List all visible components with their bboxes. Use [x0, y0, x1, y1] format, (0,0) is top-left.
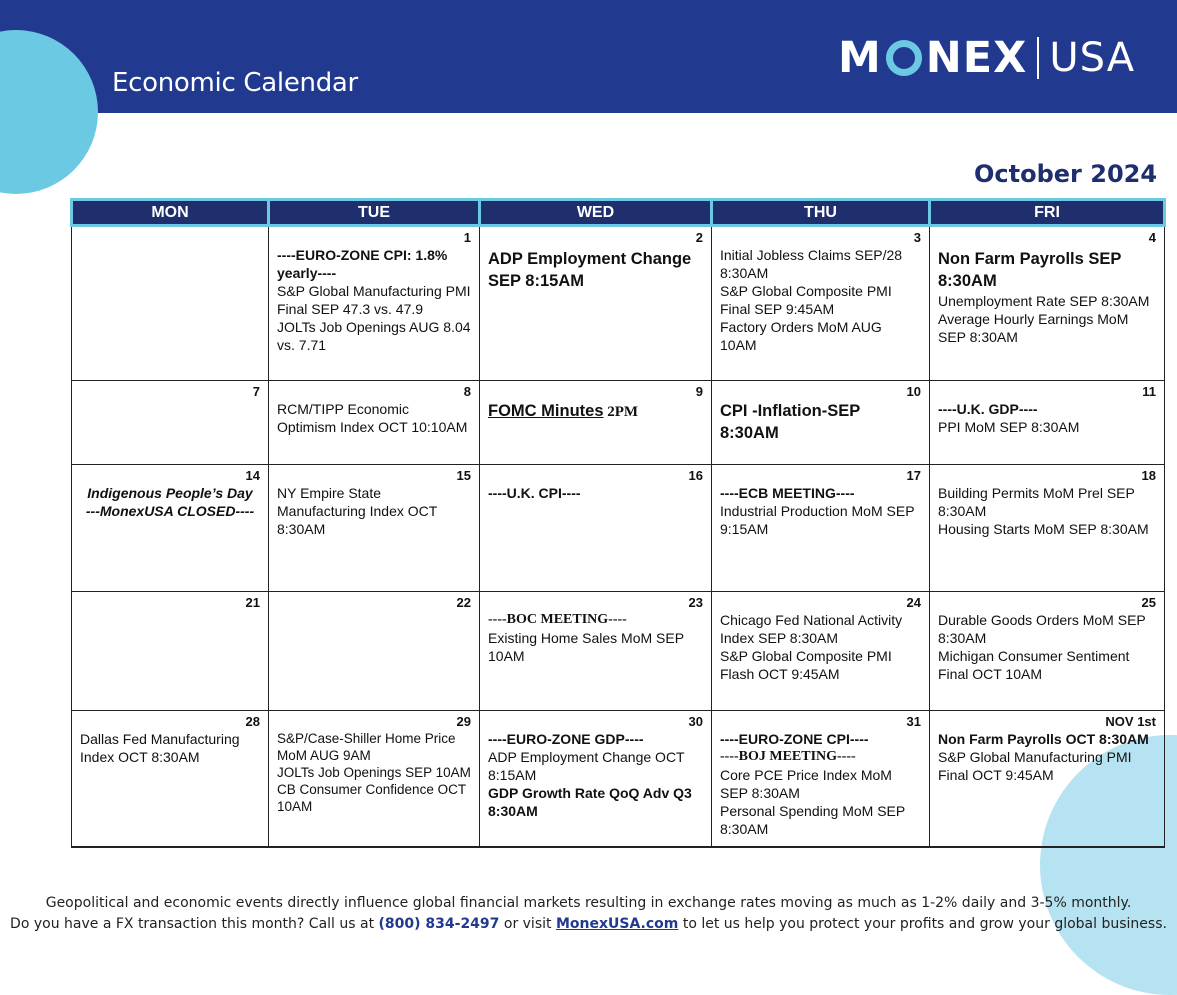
day-cell — [930, 226, 1165, 381]
event-text: ----BOJ MEETING---- — [720, 749, 856, 764]
day-cell — [930, 381, 1165, 465]
day-cell — [72, 381, 269, 465]
page-title: Economic Calendar — [112, 68, 358, 98]
weekday-header-mon: MON — [72, 200, 269, 226]
event-text: S&P Global Composite PMI Flash OCT 9:45AM — [720, 648, 892, 682]
day-cell — [712, 465, 930, 592]
event-text: ----U.K. GDP---- — [938, 401, 1038, 417]
footer-line-2 — [0, 914, 1177, 935]
footer-line-1: Geopolitical and economic events directly influence global financial markets resulting in exchange rates moving as much as 1-2% daily and 3-5% monthly. — [45, 895, 1132, 911]
logo-text-left: M — [838, 33, 882, 83]
logo-text-right: NEX — [925, 33, 1028, 83]
day-cell — [480, 465, 712, 592]
day-cell — [480, 381, 712, 465]
event-text: S&P/Case-Shiller Home Price MoM AUG 9AM — [277, 731, 456, 763]
website-link[interactable]: MonexUSA.com — [555, 916, 679, 932]
event-text: S&P Global Composite PMI Final SEP 9:45AM — [720, 283, 892, 317]
day-number: 30 — [688, 714, 703, 729]
day-number: 9 — [695, 384, 703, 399]
day-number: 1 — [463, 230, 471, 245]
logo-circle-icon — [886, 40, 922, 76]
week-row — [72, 592, 1165, 711]
weekday-header-wed: WED — [480, 200, 712, 226]
day-cell — [269, 711, 480, 847]
day-cell — [480, 711, 712, 847]
event-text: Average Hourly Earnings MoM SEP 8:30AM — [938, 311, 1129, 345]
day-number: 8 — [463, 384, 471, 399]
day-number — [80, 230, 260, 246]
logo-usa-text: USA — [1049, 35, 1136, 81]
event-text: S&P Global Manufacturing PMI Final SEP 47.3 vs. 47.9 — [277, 283, 471, 317]
day-number: 17 — [906, 468, 921, 483]
monex-usa-logo — [838, 34, 1135, 82]
day-number: 16 — [688, 468, 703, 483]
month-title: October 2024 — [974, 160, 1158, 188]
week-row — [72, 381, 1165, 465]
event-text: Michigan Consumer Sentiment Final OCT 10AM — [938, 648, 1130, 682]
calendar-body — [72, 226, 1165, 847]
day-cell — [269, 381, 480, 465]
event-text: ----EURO-ZONE GDP---- — [488, 731, 644, 747]
calendar-table — [70, 198, 1166, 848]
event-text: Unemployment Rate SEP 8:30AM — [938, 293, 1150, 309]
event-text: JOLTs Job Openings SEP 10AM — [277, 765, 471, 780]
day-cell — [712, 381, 930, 465]
day-number: 31 — [906, 714, 921, 729]
event-text — [488, 400, 703, 423]
day-number: 22 — [456, 595, 471, 610]
week-row — [72, 226, 1165, 381]
day-cell — [269, 592, 480, 711]
event-text: RCM/TIPP Economic Optimism Index OCT 10:10AM — [277, 401, 468, 435]
day-cell — [72, 465, 269, 592]
day-number: NOV 1st — [1105, 714, 1156, 729]
footer-text-a: Do you have a FX transaction this month? Call us at — [10, 916, 379, 932]
week-row — [72, 465, 1165, 592]
day-cell — [930, 465, 1165, 592]
day-cell — [712, 226, 930, 381]
day-number: 28 — [245, 714, 260, 729]
event-text: Non Farm Payrolls SEP 8:30AM — [938, 250, 1122, 290]
footer-text-b: or visit — [499, 916, 556, 932]
day-cell — [72, 711, 269, 847]
day-cell — [930, 711, 1165, 847]
event-text: Personal Spending MoM SEP 8:30AM — [720, 803, 905, 837]
day-cell — [72, 592, 269, 711]
logo-wordmark — [838, 33, 1027, 83]
weekday-header-thu: THU — [712, 200, 930, 226]
day-number: 4 — [1148, 230, 1156, 245]
event-text: ADP Employment Change OCT 8:15AM — [488, 749, 685, 783]
event-text: Building Permits MoM Prel SEP 8:30AM — [938, 485, 1135, 519]
day-number: 3 — [913, 230, 921, 245]
footer — [0, 893, 1177, 935]
day-number: 23 — [688, 595, 703, 610]
day-cell — [269, 226, 480, 381]
day-cell — [72, 226, 269, 381]
day-number: 29 — [456, 714, 471, 729]
event-text: CB Consumer Confidence OCT 10AM — [277, 782, 466, 814]
event-text: GDP Growth Rate QoQ Adv Q3 8:30AM — [488, 785, 692, 819]
event-text: ----U.K. CPI---- — [488, 485, 581, 501]
event-text: Core PCE Price Index MoM SEP 8:30AM — [720, 767, 892, 801]
event-text: CPI -Inflation-SEP 8:30AM — [720, 402, 860, 442]
event-text: ----BOC MEETING---- — [488, 612, 627, 627]
weekday-header-tue: TUE — [269, 200, 480, 226]
weekday-header-row — [72, 200, 1165, 226]
event-text: Initial Jobless Claims SEP/28 8:30AM — [720, 247, 903, 281]
event-text: Housing Starts MoM SEP 8:30AM — [938, 521, 1149, 537]
event-time: 2PM — [603, 404, 639, 420]
weekday-header-fri: FRI — [930, 200, 1165, 226]
logo-divider — [1037, 37, 1039, 79]
day-cell — [712, 711, 930, 847]
day-number: 25 — [1141, 595, 1156, 610]
event-text: NY Empire State Manufacturing Index OCT 8:30AM — [277, 485, 438, 537]
event-text: Factory Orders MoM AUG 10AM — [720, 319, 882, 353]
event-text: ---MonexUSA CLOSED---- — [85, 503, 255, 519]
footer-text-c: to let us help you protect your profits and grow your global business. — [678, 916, 1167, 932]
day-number: 24 — [906, 595, 921, 610]
event-text: Industrial Production MoM SEP 9:15AM — [720, 503, 915, 537]
event-text: ----ECB MEETING---- — [720, 485, 855, 501]
event-text: ----EURO-ZONE CPI: 1.8% yearly---- — [277, 247, 448, 281]
day-number: 14 — [245, 468, 260, 483]
event-text: Chicago Fed National Activity Index SEP 8:30AM — [720, 612, 903, 646]
day-number: 2 — [695, 230, 703, 245]
event-text: Existing Home Sales MoM SEP 10AM — [488, 630, 684, 664]
day-number: 11 — [1142, 384, 1156, 399]
day-cell — [480, 592, 712, 711]
event-text: Non Farm Payrolls OCT 8:30AM — [938, 731, 1149, 747]
day-cell — [480, 226, 712, 381]
day-number: 7 — [252, 384, 260, 399]
day-number: 15 — [456, 468, 471, 483]
day-number: 21 — [245, 595, 260, 610]
day-number: 10 — [906, 384, 921, 399]
event-text: S&P Global Manufacturing PMI Final OCT 9:45AM — [938, 749, 1132, 783]
event-text: Durable Goods Orders MoM SEP 8:30AM — [938, 612, 1146, 646]
week-row — [72, 711, 1165, 847]
day-cell — [269, 465, 480, 592]
event-text: PPI MoM SEP 8:30AM — [938, 419, 1080, 435]
event-text: JOLTs Job Openings AUG 8.04 vs. 7.71 — [277, 319, 471, 353]
phone-number[interactable]: (800) 834-2497 — [378, 916, 500, 932]
day-cell — [712, 592, 930, 711]
event-text: ADP Employment Change SEP 8:15AM — [488, 250, 692, 290]
day-number: 18 — [1141, 468, 1156, 483]
event-text: Indigenous People’s Day — [87, 485, 253, 501]
event-text: Dallas Fed Manufacturing Index OCT 8:30AM — [80, 731, 240, 765]
event-text: ----EURO-ZONE CPI---- — [720, 731, 869, 747]
event-title: FOMC Minutes — [488, 402, 604, 420]
day-cell — [930, 592, 1165, 711]
